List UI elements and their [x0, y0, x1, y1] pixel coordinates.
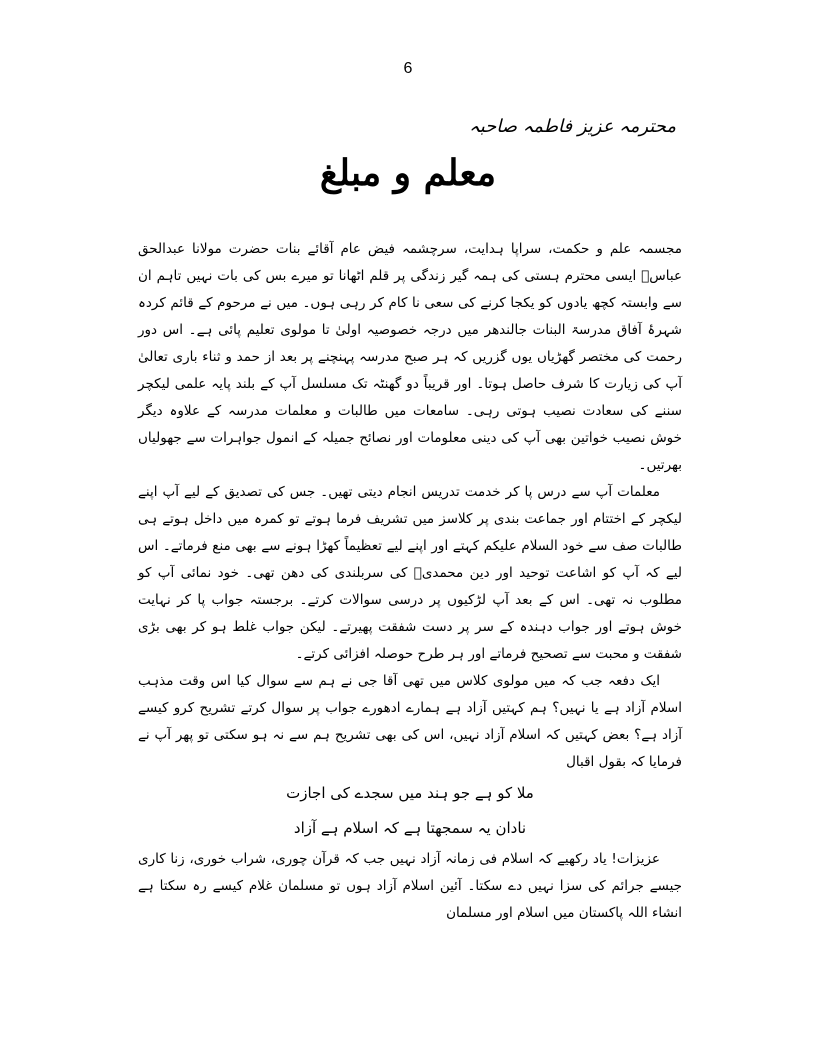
- article-title: معلم و مبلغ: [319, 152, 497, 194]
- author-name: محترمہ عزیز فاطمہ صاحبہ: [469, 116, 676, 137]
- article-body: [138, 236, 682, 927]
- paragraph-question: ایک دفعہ جب کہ میں مولوی کلاس میں تھی آقا جی نے ہم سے سوال کیا اس وقت مذہب اسلام آزاد ہے یا نہیں؟ ہم کہتیں آزاد ہے ہمارے ادھورے جواب پر سوال کرتے تشریح کرو کیسے آزاد ہے؟ بعض کہتیں کہ اسلام آزاد نہیں، اس کی بھی تشریح ہم سے نہ ہو سکتی تو پھر آپ نے فرمایا کہ بقول اقبال: [138, 673, 682, 770]
- verse-line-2: نادان یہ سمجھتا ہے کہ اسلام ہے آزاد: [293, 819, 527, 837]
- page-number: 6: [403, 60, 413, 77]
- verse-line-1: ملا کو ہے جو ہند میں سجدے کی اجازت: [286, 784, 534, 802]
- paragraph-conclusion: عزیزات! یاد رکھیے کہ اسلام فی زمانہ آزاد نہیں جب کہ قرآن چوری، شراب خوری، زنا کاری جیسے جرائم کی سزا نہیں دے سکتا۔ آئین اسلام آزاد ہوں تو مسلمان غلام کیسے رہ سکتا ہے انشاء اللہ پاکستان میں اسلام اور مسلمان: [138, 851, 682, 921]
- paragraph-intro: مجسمہ علم و حکمت، سراپا ہدایت، سرچشمہ فیض عام آقائے بنات حضرت مولانا عبدالحق عباسؒ ایسی محترم ہستی کی ہمہ گیر زندگی پر قلم اٹھانا تو میرے بس کی بات نہیں تاہم ان سے وابستہ کچھ یادوں کو یکجا کرنے کی سعی نا کام کر رہی ہوں۔ میں نے مرحوم کے قائم کردہ شہرۂ آفاق مدرسۃ البنات جالندھر میں درجہ خصوصیہ اولیٰ تا مولوی تعلیم پائی ہے۔ اس دور رحمت کی مختصر گھڑیاں یوں گزریں کہ ہر صبح مدرسہ پہنچنے پر بعد از حمد و ثناء باری تعالیٰ آپ کی زیارت کا شرف حاصل ہوتا۔ اور قریباً دو گھنٹہ تک مسلسل آپ کے بلند پایہ علمی لیکچر سننے کی سعادت نصیب ہوتی رہی۔ سامعات میں طالبات و معلمات مدرسہ کے علاوہ دیگر خوش نصیب خواتین بھی آپ کی دینی معلومات اور نصائح جمیلہ کے انمول جواہرات سے جھولیاں بھرتیں۔: [138, 241, 682, 473]
- paragraph-teachers: معلمات آپ سے درس پا کر خدمت تدریس انجام دیتی تھیں۔ جس کی تصدیق کے لیے آپ اپنے لیکچر کے اختتام اور جماعت بندی پر کلاسز میں تشریف فرما ہوتے تو کمرہ میں داخل ہوتے ہی طالبات صف سے خود السلام علیکم کہتے اور اپنے لیے تعظیماً کھڑا ہونے سے بھی منع فرماتے۔ اس لیے کہ آپ کو اشاعت توحید اور دین محمدیؐ کی سربلندی کی دھن تھی۔ خود نمائی آپ کو مطلوب نہ تھی۔ اس کے بعد آپ لڑکیوں پر درسی سوالات کرتے۔ برجستہ جواب پا کر نہایت خوش ہوتے اور جواب دہندہ کے سر پر دست شفقت پھیرتے۔ لیکن جواب غلط ہو کر بھی بڑی شفقت و محبت سے تصحیح فرماتے اور ہر طرح حوصلہ افزائی کرتے۔: [138, 484, 682, 662]
